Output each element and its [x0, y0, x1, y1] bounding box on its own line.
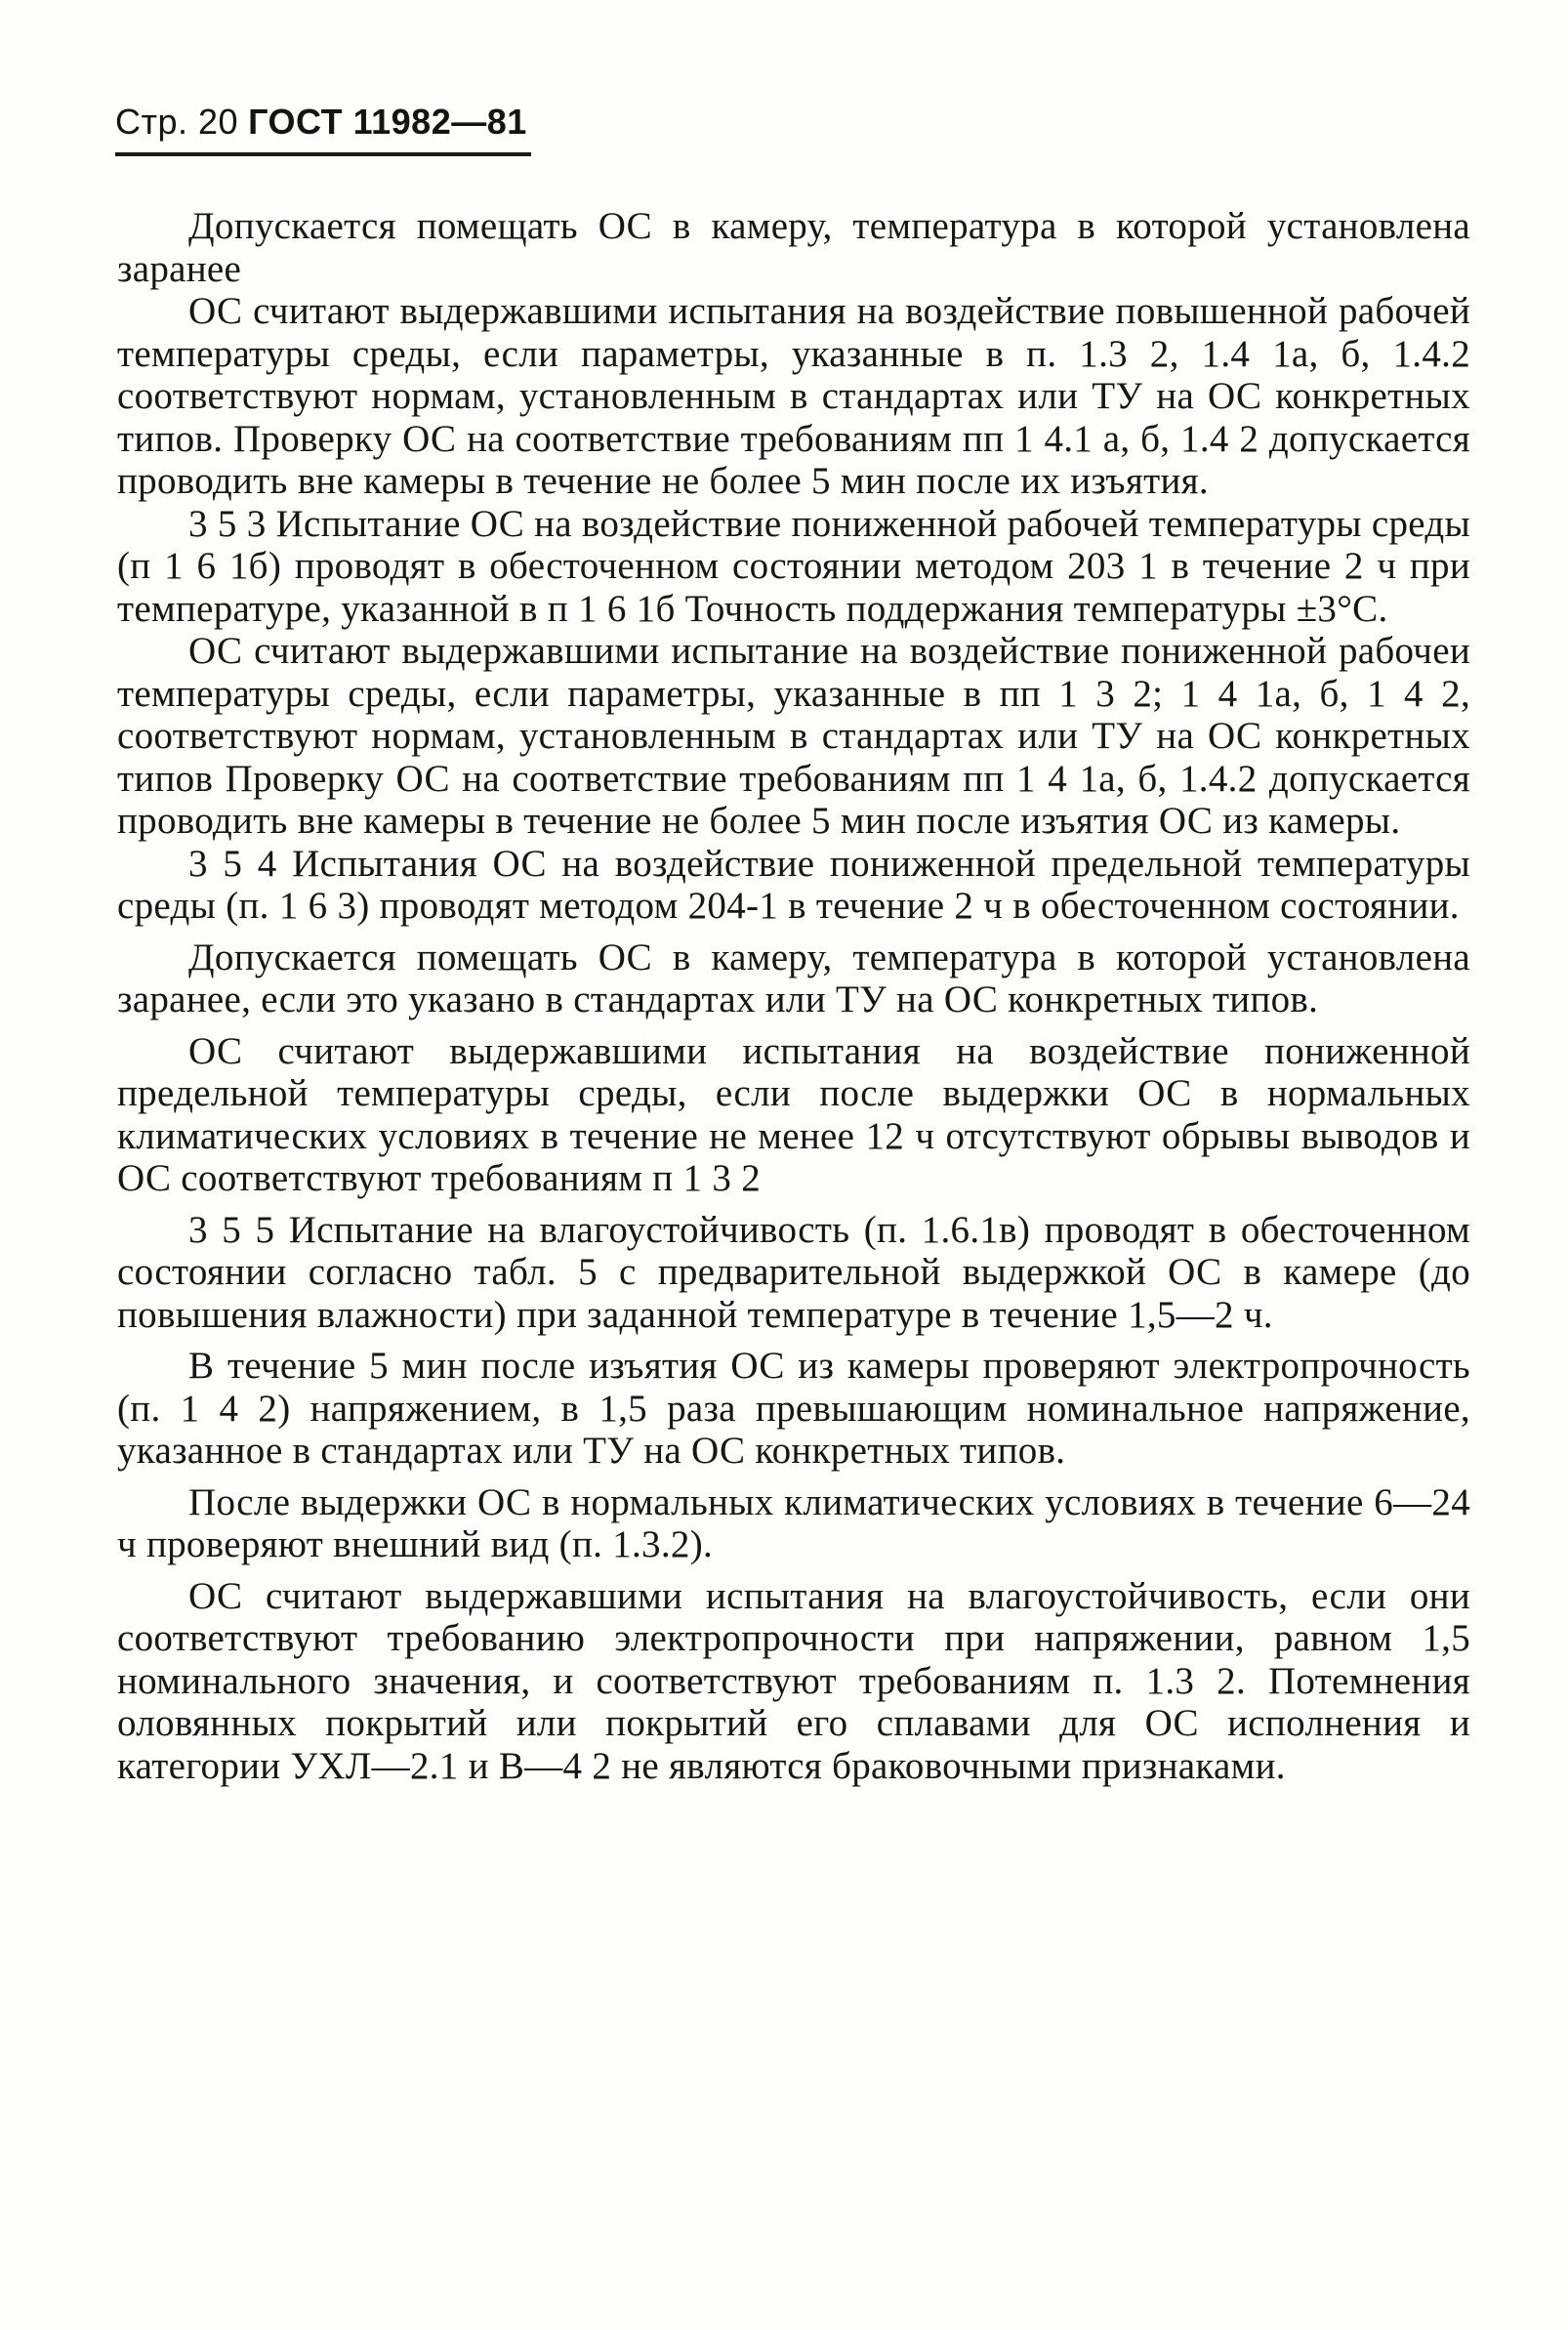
- paragraph: В течение 5 мин после изъятия ОС из камеры проверяют электропрочность (п. 1 4 2) напряжением, в 1,5 раза превышающим номинальное напряжение, указанное в стандартах или ТУ на ОС конкретных типов.: [117, 1345, 1470, 1472]
- paragraph: ОС считают выдержавшими испытание на воздействие пониженной рабочеи температуры среды, если параметры, указанные в пп 1 3 2; 1 4 1а, б, 1 4 2, соответствуют нормам, установленным в стандартах или ТУ на ОС конкретных типов Проверку ОС на соответствие требованиям пп 1 4 1а, б, 1.4.2 допускается проводить вне камеры в течение не более 5 мин после изъятия ОС из камеры.: [117, 630, 1470, 842]
- paragraph: ОС считают выдержавшими испытания на влагоустойчивость, если они соответствуют требованию электропрочности при напряжении, равном 1,5 номинального значения, и соответствуют требованиям п. 1.3 2. Потемнения оловянных покрытий или покрытий его сплавами для ОС исполнения и категории УХЛ—2.1 и В—4 2 не являются браковочными признаками.: [117, 1574, 1470, 1787]
- paragraph: 3 5 5 Испытание на влагоустойчивость (п. 1.6.1в) проводят в обесточенном состоянии согласно табл. 5 с предварительной выдержкой ОС в камере (до повышения влажности) при заданной температуре в течение 1,5—2 ч.: [117, 1208, 1470, 1336]
- page-header: [115, 102, 527, 143]
- page-number: Стр. 20: [115, 102, 239, 142]
- paragraph: Допускается помещать ОС в камеру, температура в которой установлена заранее: [117, 205, 1470, 290]
- document-body: [117, 205, 1470, 1787]
- paragraph: ОС считают выдержавшими испытания на воздействие повышенной рабочей температуры среды, если параметры, указанные в п. 1.3 2, 1.4 1а, б, 1.4.2 соответствуют нормам, установленным в стандартах или ТУ на ОС конкретных типов. Проверку ОС на соответствие требованиям пп 1 4.1 а, б, 1.4 2 допускается проводить вне камеры в течение не более 5 мин после их изъятия.: [117, 290, 1470, 502]
- paragraph: После выдержки ОС в нормальных климатических условиях в течение 6—24 ч проверяют внешний вид (п. 1.3.2).: [117, 1480, 1470, 1565]
- standard-number: ГОСТ 11982—81: [248, 102, 527, 142]
- paragraph: ОС считают выдержавшими испытания на воздействие пониженной предельной температуры среды, если после выдержки ОС в нормальных климатических условиях в течение не менее 12 ч отсутствуют обрывы выводов и ОС соответствуют требованиям п 1 3 2: [117, 1029, 1470, 1199]
- header-rule: [115, 152, 531, 156]
- paragraph: 3 5 3 Испытание ОС на воздействие пониженной рабочей температуры среды (п 1 6 1б) проводят в обесточенном состоянии методом 203 1 в течение 2 ч при температуре, указанной в п 1 6 1б Точность поддержания температуры ±3°С.: [117, 502, 1470, 630]
- paragraph: 3 5 4 Испытания ОС на воздействие пониженной предельной температуры среды (п. 1 6 3) проводят методом 204-1 в течение 2 ч в обесточенном состоянии.: [117, 842, 1470, 927]
- paragraph: Допускается помещать ОС в камеру, температура в которой установлена заранее, если это указано в стандартах или ТУ на ОС конкретных типов.: [117, 936, 1470, 1020]
